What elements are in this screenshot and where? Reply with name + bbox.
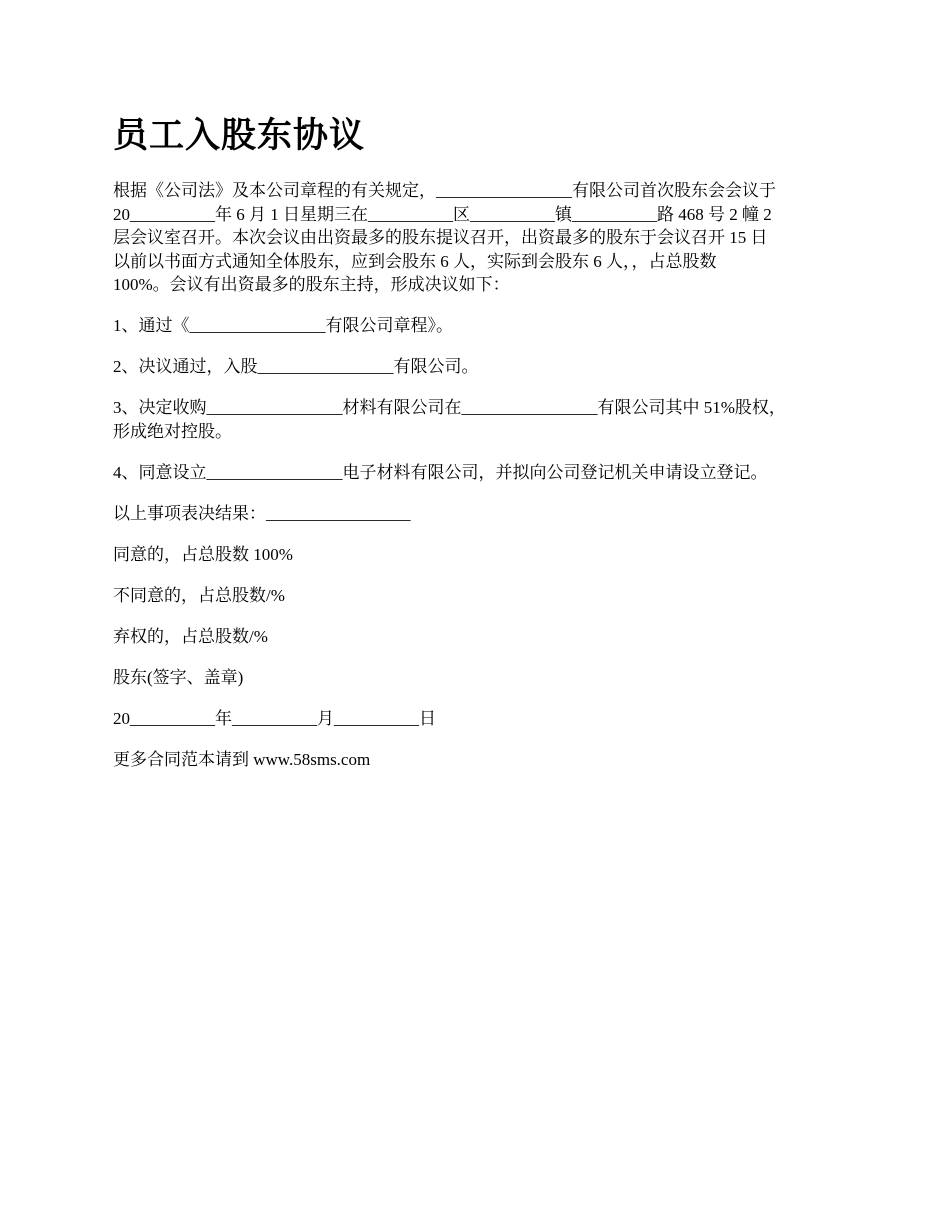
date-line: 20__________年__________月__________日 xyxy=(113,708,436,728)
signature-line: 股东(签字、盖章) xyxy=(113,667,244,687)
intro-line-1: 根据《公司法》及本公司章程的有关规定，________________有限公司首次股东会会议于 xyxy=(113,181,776,200)
document-page xyxy=(113,110,843,771)
resolution-item-4: 4、同意设立________________电子材料有限公司，并拟向公司登记机关申请设立登记。 xyxy=(113,462,768,482)
vote-result: 以上事项表决结果：_________________ xyxy=(113,503,411,523)
vote-disagree: 不同意的，占总股数/% xyxy=(113,585,285,605)
resolution-item-1: 1、通过《________________有限公司章程》。 xyxy=(113,316,453,335)
vote-abstain: 弃权的，占总股数/% xyxy=(113,626,268,646)
intro-line-3: 层会议室召开。本次会议由出资最多的股东提议召开，出资最多的股东于会议召开 15 日 xyxy=(113,228,768,247)
resolution-item-3-line-2: 形成绝对控股。 xyxy=(113,421,232,441)
document-title: 员工入股东协议 xyxy=(113,116,366,155)
intro-line-5: 100%。会议有出资最多的股东主持，形成决议如下： xyxy=(113,275,510,294)
intro-line-2: 20__________年 6 月 1 日星期三在__________区__________镇__________路 468 号 2 幢 2 xyxy=(113,204,772,224)
vote-agree: 同意的，占总股数 100% xyxy=(113,544,293,564)
resolution-item-3-line-1: 3、决定收购________________材料有限公司在________________有限公司其中 51%股权， xyxy=(113,398,786,417)
intro-paragraph xyxy=(113,179,843,297)
resolution-item-2: 2、决议通过，入股________________有限公司。 xyxy=(113,357,479,376)
resolution-item-3 xyxy=(113,396,843,443)
intro-line-4: 以前以书面方式通知全体股东，应到会股东 6 人，实际到会股东 6 人，，占总股数 xyxy=(113,251,717,271)
footer-note: 更多合同范本请到 www.58sms.com xyxy=(113,749,371,769)
